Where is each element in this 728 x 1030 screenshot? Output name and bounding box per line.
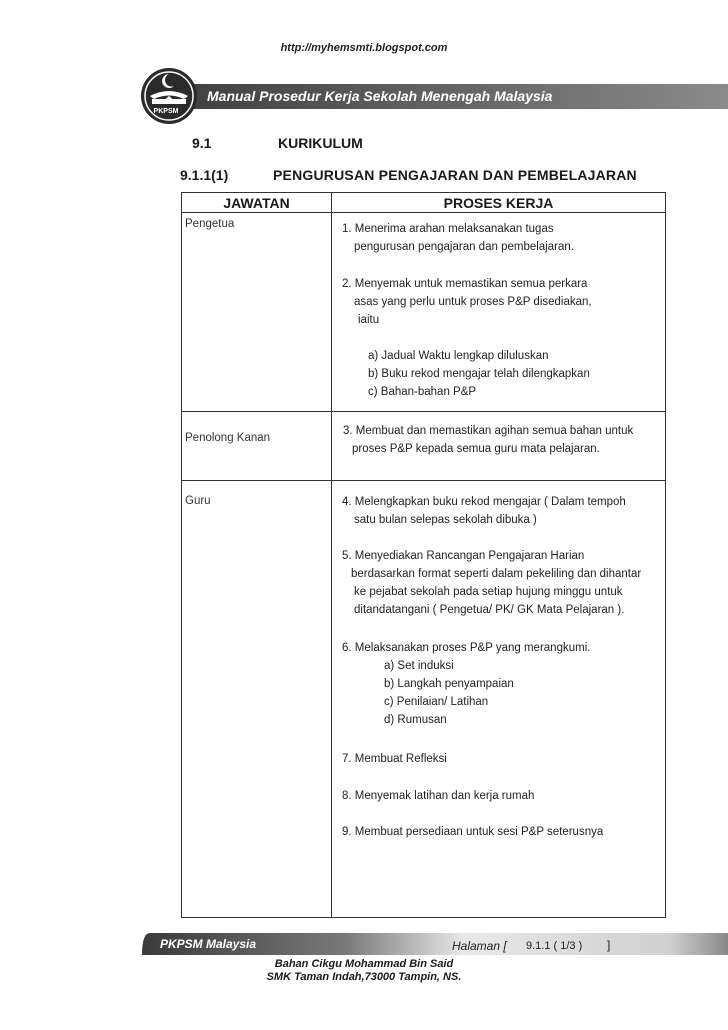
table-header-row [182, 193, 666, 213]
role-guru: Guru [185, 495, 211, 507]
step-5: 5. Menyediakan Rancangan Pengajaran Harian berdasarkan format seperti dalam pekeliling dan dihantar ke pejabat sekolah pada setiap hujung minggu untuk ditandatangani ( Pengetua/ PK/ GK Mata Pelajaran ). [342, 550, 642, 616]
pkpsm-logo [140, 66, 198, 126]
header-jawatan: JAWATAN [182, 193, 332, 213]
logo-text: PKPSM [153, 108, 179, 115]
list-item: c) Bahan-bahan P&P [368, 386, 477, 398]
list-item: a) Set induksi [384, 660, 454, 672]
process-cell [332, 213, 666, 412]
role-penolong-kanan: Penolong Kanan [185, 432, 271, 444]
step-3: 3. Membuat dan memastikan agihan semua bahan untuk proses P&P kepada semua guru mata pelajaran. [343, 425, 634, 455]
section-number: 9.1 [192, 135, 212, 151]
process-cell [332, 481, 666, 918]
step-4: 4. Melengkapkan buku rekod mengajar ( Dalam tempoh satu bulan selepas sekolah dibuka ) [342, 496, 626, 526]
subsection-number: 9.1.1(1) [180, 167, 229, 183]
page-number: 9.1.1 ( 1/3 ) [526, 940, 583, 952]
procedure-table [181, 192, 666, 918]
list-item: d) Rumusan [384, 714, 447, 726]
credit-school: SMK Taman Indah,73000 Tampin, NS. [266, 971, 462, 983]
list-item: b) Langkah penyampaian [384, 678, 514, 690]
list-item: c) Penilaian/ Latihan [384, 696, 489, 708]
header-proses-kerja: PROSES KERJA [332, 193, 666, 213]
subsection-title: PENGURUSAN PENGAJARAN DAN PEMBELAJARAN [273, 167, 637, 183]
section-title: KURIKULUM [278, 135, 363, 151]
source-url[interactable]: http://myhemsmti.blogspot.com [280, 42, 448, 54]
page-close: ] [607, 938, 611, 952]
table-row-guru [182, 481, 666, 918]
step-2-items [342, 347, 590, 401]
role-pengetua: Pengetua [185, 218, 235, 230]
step-7: 7. Membuat Refleksi [342, 753, 447, 765]
footer-label: PKPSM Malaysia [160, 937, 257, 951]
role-cell [182, 213, 332, 412]
list-item: b) Buku rekod mengajar telah dilengkapkan [368, 368, 590, 380]
step-2: 2. Menyemak untuk memastikan semua perkara asas yang perlu untuk proses P&P disediakan, iaitu [342, 278, 592, 326]
step-8: 8. Menyemak latihan dan kerja rumah [342, 790, 535, 802]
role-cell [182, 412, 332, 481]
step-9: 9. Membuat persediaan untuk sesi P&P seterusnya [342, 826, 604, 838]
list-item: a) Jadual Waktu lengkap diluluskan [368, 350, 549, 362]
step-1: 1. Menerima arahan melaksanakan tugas pengurusan pengajaran dan pembelajaran. [342, 223, 574, 253]
role-cell [182, 481, 332, 918]
step-6: 6. Melaksanakan proses P&P yang merangkumi. a) Set induksi b) Langkah penyampaian c) Penilaian/ Latihan d) Rumusan [342, 639, 590, 729]
credit-author: Bahan Cikgu Mohammad Bin Said [274, 958, 454, 970]
header-title: Manual Prosedur Kerja Sekolah Menengah Malaysia [207, 88, 553, 104]
page-prefix: Halaman [ [452, 939, 507, 953]
table-row-pengetua [182, 213, 666, 412]
table-row-penolong-kanan [182, 412, 666, 481]
process-cell [332, 412, 666, 481]
